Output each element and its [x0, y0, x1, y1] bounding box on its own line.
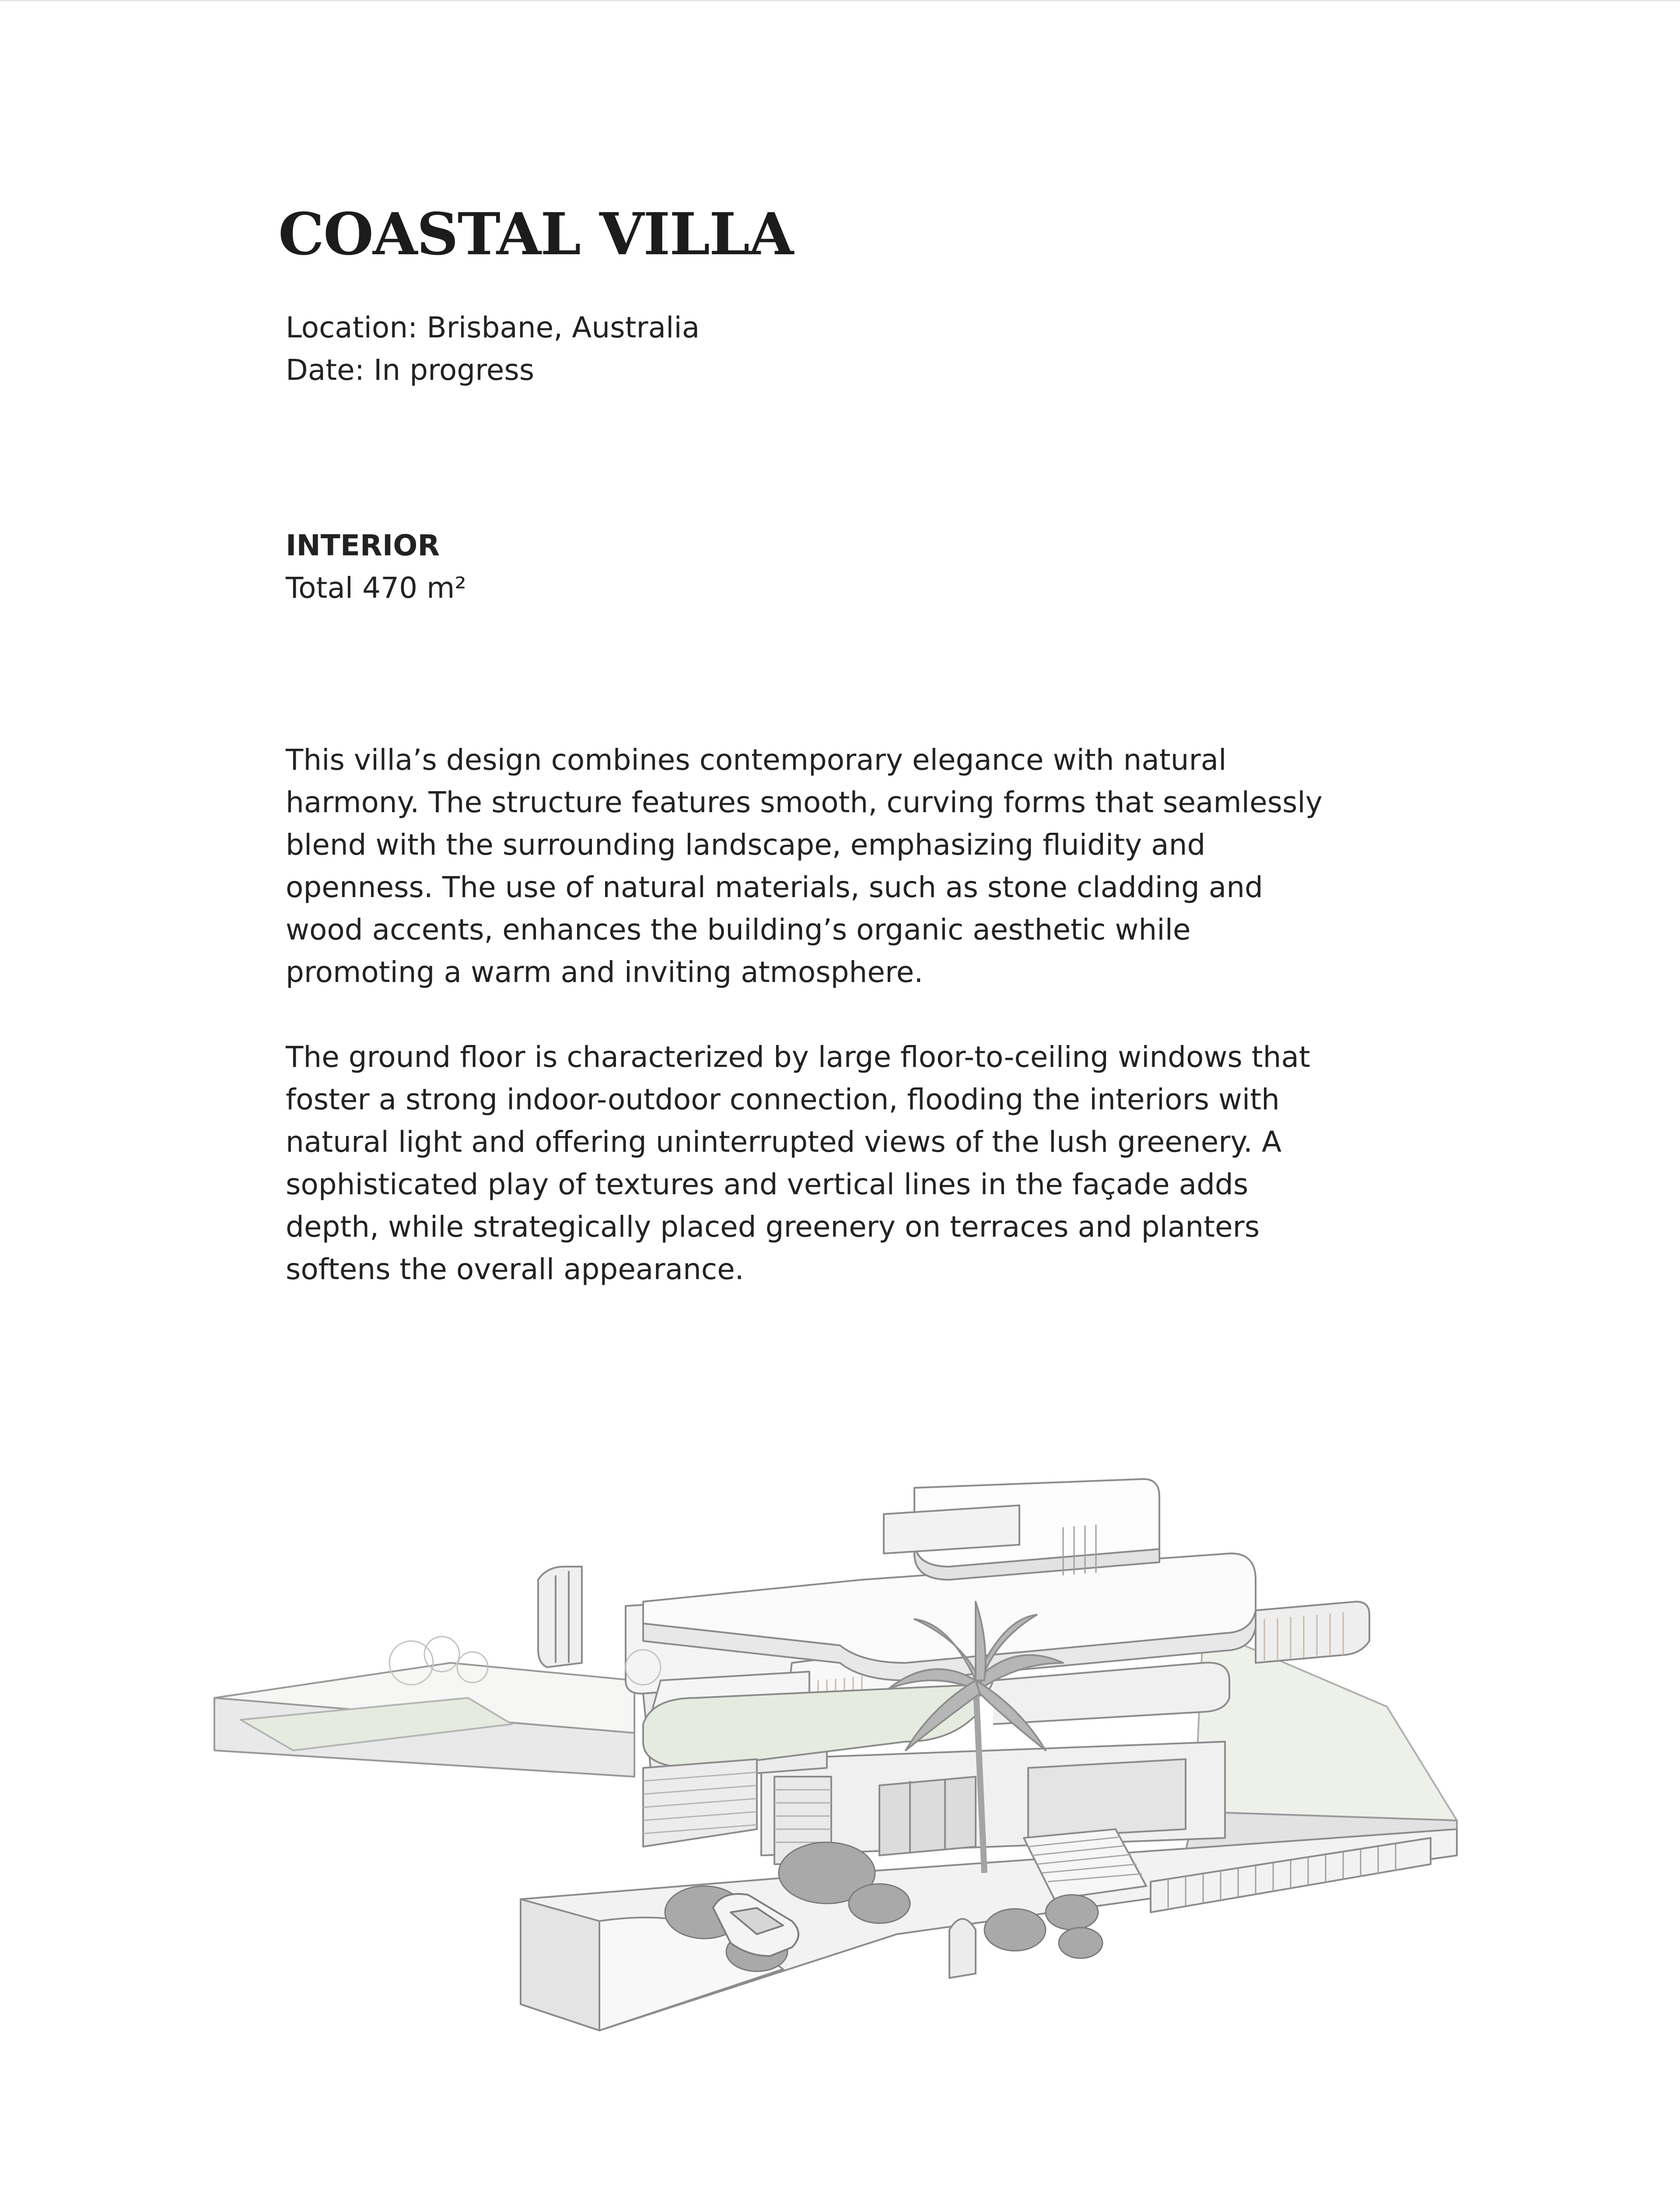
project-meta: [286, 306, 700, 391]
villa-axonometric-drawing: [206, 1435, 1474, 2065]
date-line: Date: In progress: [286, 353, 535, 387]
page-title: COASTAL VILLA: [278, 200, 793, 268]
interior-total: Total 470 m²: [286, 571, 466, 605]
axonometric-villa-drawing-icon: [206, 1435, 1474, 2065]
interior-heading: INTERIOR: [286, 529, 440, 562]
description-paragraph: The ground floor is characterized by large floor-to-ceiling windows that foster a strong indoor-outdoor connection, flooding the interiors with natural light and offering uninterrupted views of the lush greenery. A sophisticated play of textures and vertical lines in the façade adds depth, while strategically placed greenery on terraces and planters softens the overall appearance.: [286, 1040, 1310, 1286]
interior-section: [286, 524, 466, 609]
description-paragraph: This villa’s design combines contemporary elegance with natural harmony. The structure features smooth, curving forms that seamlessly blend with the surrounding landscape, emphasizing fluidity and openness. The use of natural materials, such as stone cladding and wood accents, enhances the building’s organic aesthetic while promoting a warm and inviting atmosphere.: [286, 743, 1323, 989]
project-description: [286, 739, 1344, 1333]
top-divider: [0, 0, 1680, 1]
location-line: Location: Brisbane, Australia: [286, 311, 700, 344]
